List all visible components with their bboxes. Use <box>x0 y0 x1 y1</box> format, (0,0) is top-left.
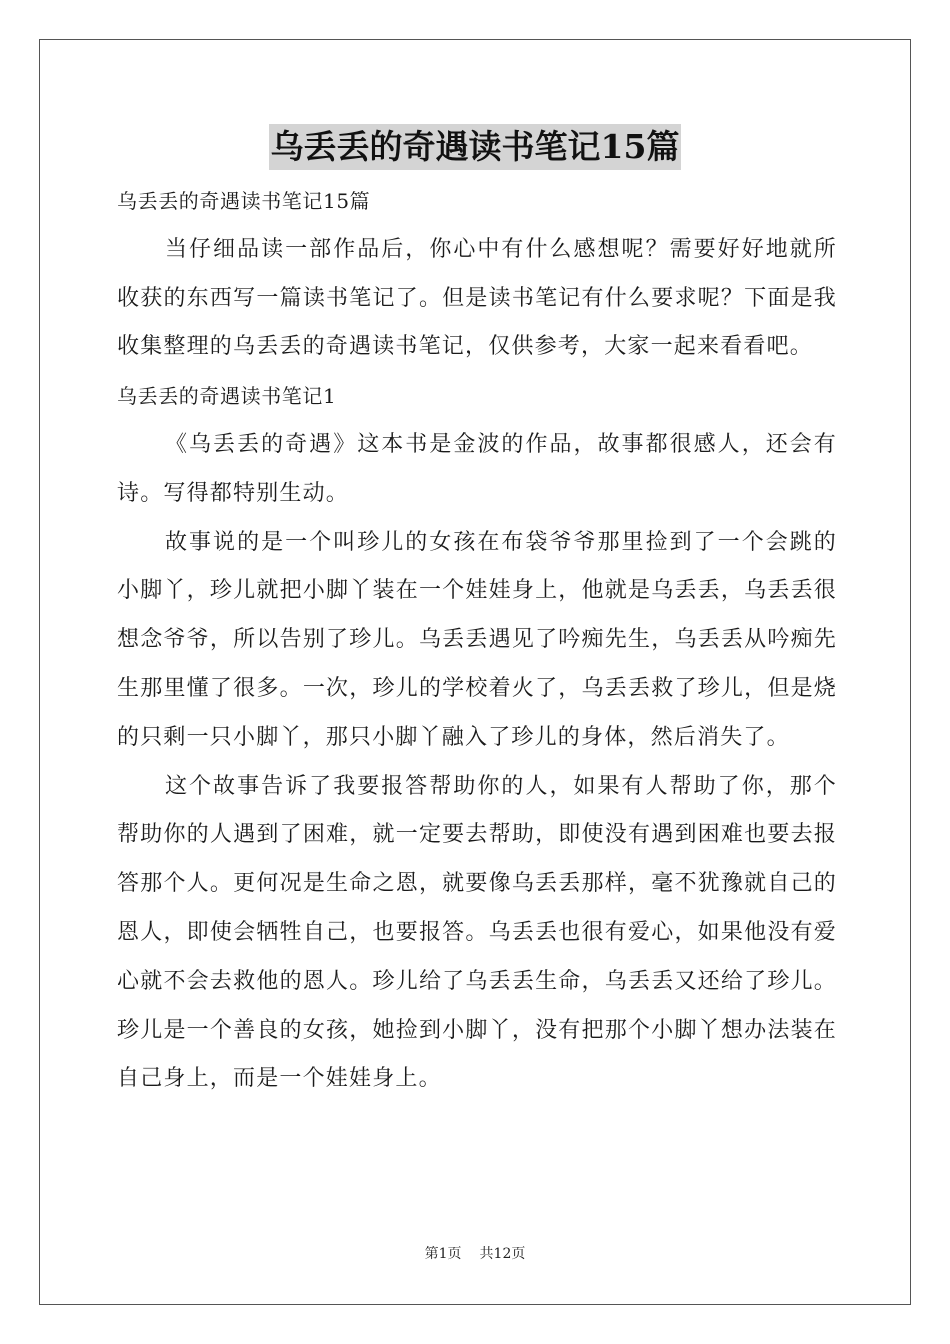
document-body <box>117 177 837 1104</box>
document-title: 乌丢丢的奇遇读书笔记15篇 <box>269 124 682 170</box>
section-heading: 乌丢丢的奇遇读书笔记1 <box>117 384 337 409</box>
title-container <box>0 124 950 170</box>
page-total: 共12页 <box>479 1246 526 1262</box>
intro-paragraph: 当仔细品读一部作品后，你心中有什么感想呢？需要好好地就所收获的东西写一篇读书笔记了。但是读书笔记有什么要求呢？下面是我收集整理的乌丢丢的奇遇读书笔记，仅供参考，大家一起来看看吧。 <box>117 236 837 360</box>
body-paragraph: 故事说的是一个叫珍儿的女孩在布袋爷爷那里捡到了一个会跳的小脚丫，珍儿就把小脚丫装在一个娃娃身上，他就是乌丢丢，乌丢丢很想念爷爷，所以告别了珍儿。乌丢丢遇见了吟痴先生，乌丢丢从吟痴先生那里懂了很多。一次，珍儿的学校着火了，乌丢丢救了珍儿，但是烧的只剩一只小脚丫，那只小脚丫融入了珍儿的身体，然后消失了。 <box>117 529 837 750</box>
body-paragraph: 这个故事告诉了我要报答帮助你的人，如果有人帮助了你，那个帮助你的人遇到了困难，就一定要去帮助，即使没有遇到困难也要去报答那个人。更何况是生命之恩，就要像乌丢丢那样，毫不犹豫就自己的恩人，即使会牺牲自己，也要报答。乌丢丢也很有爱心，如果他没有爱心就不会去救他的恩人。珍儿给了乌丢丢生命，乌丢丢又还给了珍儿。珍儿是一个善良的女孩，她捡到小脚丫，没有把那个小脚丫想办法装在自己身上，而是一个娃娃身上。 <box>117 773 837 1092</box>
body-paragraph: 《乌丢丢的奇遇》这本书是金波的作品，故事都很感人，还会有诗。写得都特别生动。 <box>117 431 837 506</box>
page-footer <box>0 1244 950 1264</box>
page-number: 第1页 <box>424 1246 462 1262</box>
subtitle-paragraph: 乌丢丢的奇遇读书笔记15篇 <box>117 189 371 213</box>
